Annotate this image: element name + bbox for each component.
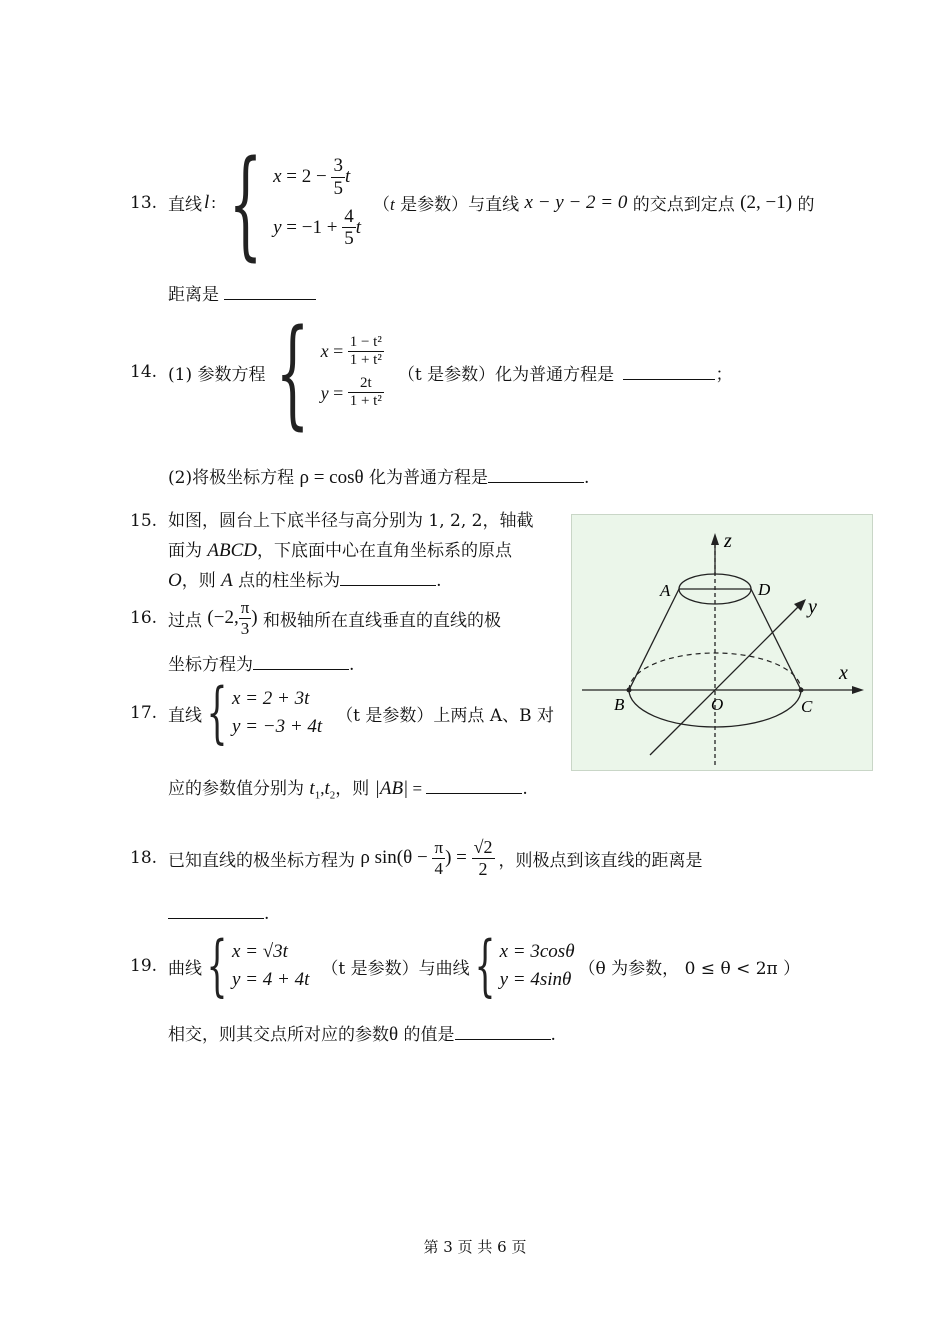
answer-blank[interactable] (253, 655, 349, 670)
system-row-x: x = $\frac{\text{1 − t²}}{\text{1 + t²}}$ (320, 333, 382, 368)
problem-number: 13. (130, 192, 158, 213)
problem-17: 17. 直线 { x = 2 + 3t y = −3 + 4t （t 是参数）上两点 A、B 对 (130, 674, 554, 751)
problem-19-line2: 相交，则其交点所对应的参数θ 的值是 . (168, 1024, 556, 1045)
math-colon: : (211, 192, 217, 212)
problem-16-line2: 坐标方程为 . (168, 655, 355, 675)
label-D: D (758, 580, 771, 599)
answer-blank[interactable] (168, 904, 264, 919)
system-row-x: x = 2 + 3t (232, 688, 310, 710)
problem-number: 14. (130, 362, 158, 382)
answer-blank[interactable] (455, 1025, 551, 1040)
label-A: A (660, 581, 671, 600)
answer-blank[interactable] (340, 571, 436, 586)
segment-DC (751, 589, 801, 690)
system-row-y: y = $\frac{2t}{\text{1 + t²}}$ (320, 375, 382, 410)
param-system (265, 303, 383, 441)
system-row-y: y = −3 + 4t (232, 716, 323, 737)
system-row-y: y = −1 + $\frac{4}{5}$ t (273, 205, 361, 250)
problem-number: 18. (130, 848, 158, 868)
problem-13: 13. 直线 l : { x = 2 − $\frac{3}{5}$ t y = −1 + $\frac{4}{5}$ t （t 是参数）与直线 x − y − 2 = 0 的交点到定点 (2, −1) 的 (130, 133, 815, 272)
problem-14: 14. (1) 参数方程 { x = $\frac{\text{1 − t²}}{\text{1 + t²}}$ y = $\frac{2t}{\text{1 + t²}}$ （t 是参数）化为普通方程是 ； (130, 303, 733, 441)
problem-19: 19. 曲线 { x = √3t y = 4 + 4t （t 是参数）与曲线 { x = 3cosθ y = 4sinθ （θ 为参数， 0 ≤ θ < 2π ） (130, 927, 801, 1004)
label-O: O (711, 695, 724, 714)
segment-AB (629, 589, 679, 690)
problem-13-line2: 距离是 (168, 280, 316, 305)
param-system-1: { x = √3t y = 4 + 4t (206, 927, 310, 1004)
answer-blank[interactable] (623, 365, 715, 380)
line-equation: x − y − 2 = 0 (524, 191, 628, 213)
left-brace: { (228, 133, 263, 272)
point: (2, −1) (740, 191, 793, 213)
problem-18-line2: . (168, 904, 269, 924)
label-B: B (614, 695, 625, 714)
label-C: C (801, 697, 813, 716)
problem-number: 19. (130, 956, 158, 976)
y-axis (650, 605, 800, 755)
cone-figure (571, 514, 873, 771)
problem-number: 15. (130, 511, 158, 531)
page-footer: 第 3 页 共 6 页 (423, 1238, 527, 1256)
answer-blank[interactable] (488, 468, 584, 483)
label-z: z (724, 530, 732, 552)
problem-number: 17. (130, 703, 158, 723)
label-x: x (839, 662, 848, 684)
system-row-x: x = 2 − $\frac{3}{5}$ t (273, 154, 351, 199)
problem-16: 16. 过点 (−2, $\frac{\pi}{3}$ ) 和极轴所在直线垂直的直线的极 (130, 597, 502, 638)
param-system (202, 674, 323, 751)
left-brace: { (276, 303, 310, 441)
left-brace: { (206, 927, 228, 1004)
problem-14-part2: (2)将极坐标方程 ρ = cosθ 化为普通方程是 . (168, 467, 590, 488)
problem-18: 18. 已知直线的极坐标方程为 ρ sin(θ − $\frac{\pi}{4}$ ) = $\frac{√2}{2}$ ，则极点到该直线的距离是 (130, 836, 703, 879)
problem-number: 16. (130, 608, 158, 628)
problem-text: 直线 (168, 195, 202, 215)
param-system-2: { x = 3cosθ y = 4sinθ (474, 927, 575, 1004)
left-brace: { (206, 674, 228, 751)
polar-equation: ρ = cosθ (299, 467, 364, 488)
left-brace: { (474, 927, 496, 1004)
math-var: l (204, 191, 210, 213)
param-system (218, 133, 361, 272)
param-note: （t 是参数）与直线 (372, 195, 525, 215)
z-axis-arrow (711, 533, 719, 545)
answer-blank[interactable] (426, 779, 522, 794)
answer-blank[interactable] (224, 285, 316, 300)
problem-17-line2: 应的参数值分别为 $t_1,t_2$，则 |AB| = . (168, 778, 528, 802)
cone-diagram (572, 515, 872, 770)
label-y: y (808, 596, 817, 618)
x-axis-arrow (852, 686, 864, 694)
problem-15: 15. 如图，圆台上下底半径与高分别为 1, 2, 2，轴截 面为 ABCD，下底面中心在直角坐标系的原点 O，则 A 点的柱坐标为 . (130, 506, 533, 596)
